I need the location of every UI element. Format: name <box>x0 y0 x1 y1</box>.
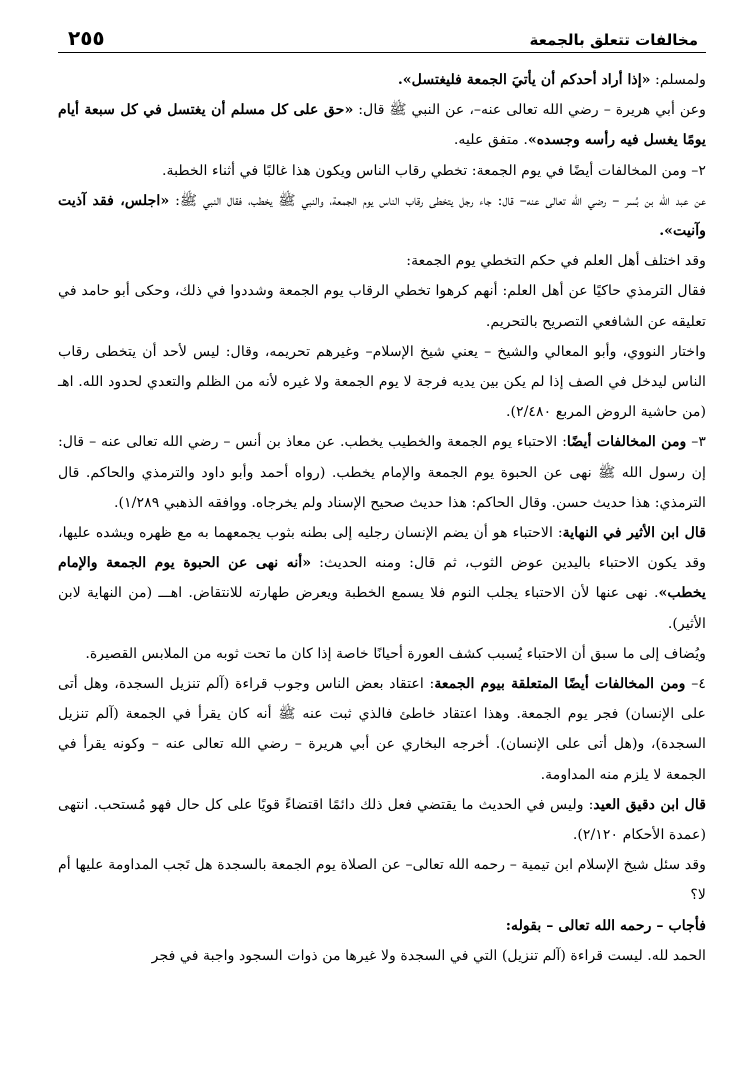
paragraph-9-text: : الاحتباء هو أن يضم الإنسان رجليه إلى بطنه بثوب يجمعهما به مع ظهره ويشده عليها، وقد يكون الاحتباء باليدين عوض الثوب، ثم قال: ومنه الحديث: <box>58 525 706 572</box>
paragraph-13: وقد سئل شيخ الإسلام ابن تيمية – رحمه الله تعالى– عن الصلاة يوم الجمعة بالسجدة هل تَجب المداومة عليها أم لا؟ <box>58 857 706 904</box>
paragraph-1 <box>58 65 706 95</box>
paragraph-8-number: ٣– <box>686 434 706 451</box>
paragraph-11-number: ٤– <box>685 676 706 693</box>
paragraph-11 <box>58 669 706 790</box>
hadith-quote-4: «أنه نهى عن الحبوة يوم الجمعة والإمام يخطب» <box>58 555 706 602</box>
paragraph-14: فأجاب – رحمه الله تعالى – بقوله: <box>505 917 706 934</box>
paragraph-11-heading: ومن المخالفات أيضًا المتعلقة بيوم الجمعة <box>434 676 686 693</box>
paragraph-5: وقد اختلف أهل العلم في حكم التخطي يوم الجمعة: <box>406 253 706 270</box>
paragraph-15: الحمد لله. ليست قراءة (آلم تنزيل) التي في السجدة ولا غيرها من ذوات السجود واجبة في فجر <box>151 947 706 964</box>
paragraph-8-heading: ومن المخالفات أيضًا <box>566 434 687 451</box>
paragraph-12-heading: قال ابن دقيق العيد <box>593 796 706 813</box>
hadith-quote-2: «حق على كل مسلم أن يغتسل في كل سبعة أيام يومًا يغسل فيه رأسه وجسده» <box>58 102 706 149</box>
paragraph-3: ٢– ومن المخالفات أيضًا في يوم الجمعة: تخطي رقاب الناس ويكون هذا غالبًا في أثناء الخطبة. <box>161 162 706 179</box>
running-title: مخالفات تتعلق بالجمعة <box>529 31 698 49</box>
paragraph-9 <box>58 518 706 639</box>
paragraph-9-heading: قال ابن الأثير في النهاية <box>562 525 706 542</box>
paragraph-8-text: : الاحتباء يوم الجمعة والخطيب يخطب. عن معاذ بن أنس – رضي الله تعالى عنه – قال: إن رسول الله ﷺ نهى عن الحبوة يوم الجمعة والإمام يخطب. (رواه أحمد وأبو داود والترمذي والحاكم. قال الترمذي: هذا حديث حسن. وقال الحاكم: هذا حديث صحيح الإسناد ولم يخرجاه. ووافقه الذهبي ١/٢٨٩). <box>58 434 706 511</box>
paragraph-2-lead: وعن أبي هريرة – رضي الله تعالى عنه–، عن النبي ﷺ قال: <box>353 102 706 119</box>
paragraph-12-text: : وليس في الحديث ما يقتضي فعل ذلك دائمًا اقتضاءً قويًا على كل حال فهو مُستحب. انتهى (عمدة الأحكام ٢/١٢٠). <box>58 796 706 844</box>
paragraph-8 <box>58 427 706 518</box>
paragraph-11-text: : اعتقاد بعض الناس وجوب قراءة (آلم تنزيل السجدة، وهل أتى على الإنسان) فجر يوم الجمعة. وهذا اعتقاد خاطئ فالذي ثبت عنه ﷺ أنه كان يقرأ في الجمعة (آلم تنزيل السجدة)، و(هل أتى على الإنسان). أخرجه البخاري عن أبي هريرة – رضي الله تعالى عنه – وكونه يقرأ في الجمعة لا يلزم منه المداومة. <box>58 676 706 783</box>
paragraph-4 <box>58 186 706 246</box>
paragraph-7: واختار النووي، وأبو المعالي والشيخ – يعني شيخ الإسلام– وغيرهم تحريمه، وقال: ليس لأحد أن يتخطى رقاب الناس ليدخل في الصف إذا لم يكن بين يديه فرجة لا يوم الجمعة ولا غيره لأنه من الظلم والتعدي لحدود الله. اهـ (من حاشية الروض المربع ٢/٤٨٠). <box>58 343 706 421</box>
paragraph-2 <box>58 95 706 155</box>
paragraph-12 <box>58 790 706 850</box>
paragraph-6: فقال الترمذي حاكيًا عن أهل العلم: أنهم كرهوا تخطي الرقاب يوم الجمعة وشددوا في ذلك، وحكى أبو حامد في تعليقه عن الشافعي التصريح بالتحريم. <box>58 283 706 330</box>
page-body <box>58 53 706 971</box>
page-header <box>58 22 706 53</box>
paragraph-10: ويُضاف إلى ما سبق أن الاحتباء يُسبب كشف العورة أحيانًا خاصة إذا كان ما تحت ثوبه من الملابس القصيرة. <box>85 645 706 662</box>
paragraph-2-tail: . متفق عليه. <box>453 132 528 149</box>
hadith-quote-3: «اجلس، فقد آذيت وآنيت». <box>58 192 706 240</box>
hadith-quote-1: «إذا أراد أحدكم أن يأتيَ الجمعة فليغتسل». <box>397 72 651 88</box>
paragraph-1-lead: ولمسلم: <box>650 72 706 88</box>
paragraph-4-lead: عن عبد الله بن بُسر – رضي الله تعالى عنه– قال: جاء رجل يتخطى رقاب الناس يوم الجمعة، والنبي ﷺ يخطب، فقال النبي ﷺ: <box>169 192 706 209</box>
page-number: ٢٥٥ <box>68 26 105 50</box>
paragraph-9-tail: . نهى عنها لأن الاحتباء يجلب النوم فلا يسمع الخطبة ويعرض طهارته للانتقاض. اهـــ (من النهاية لابن الأثير). <box>58 585 706 632</box>
